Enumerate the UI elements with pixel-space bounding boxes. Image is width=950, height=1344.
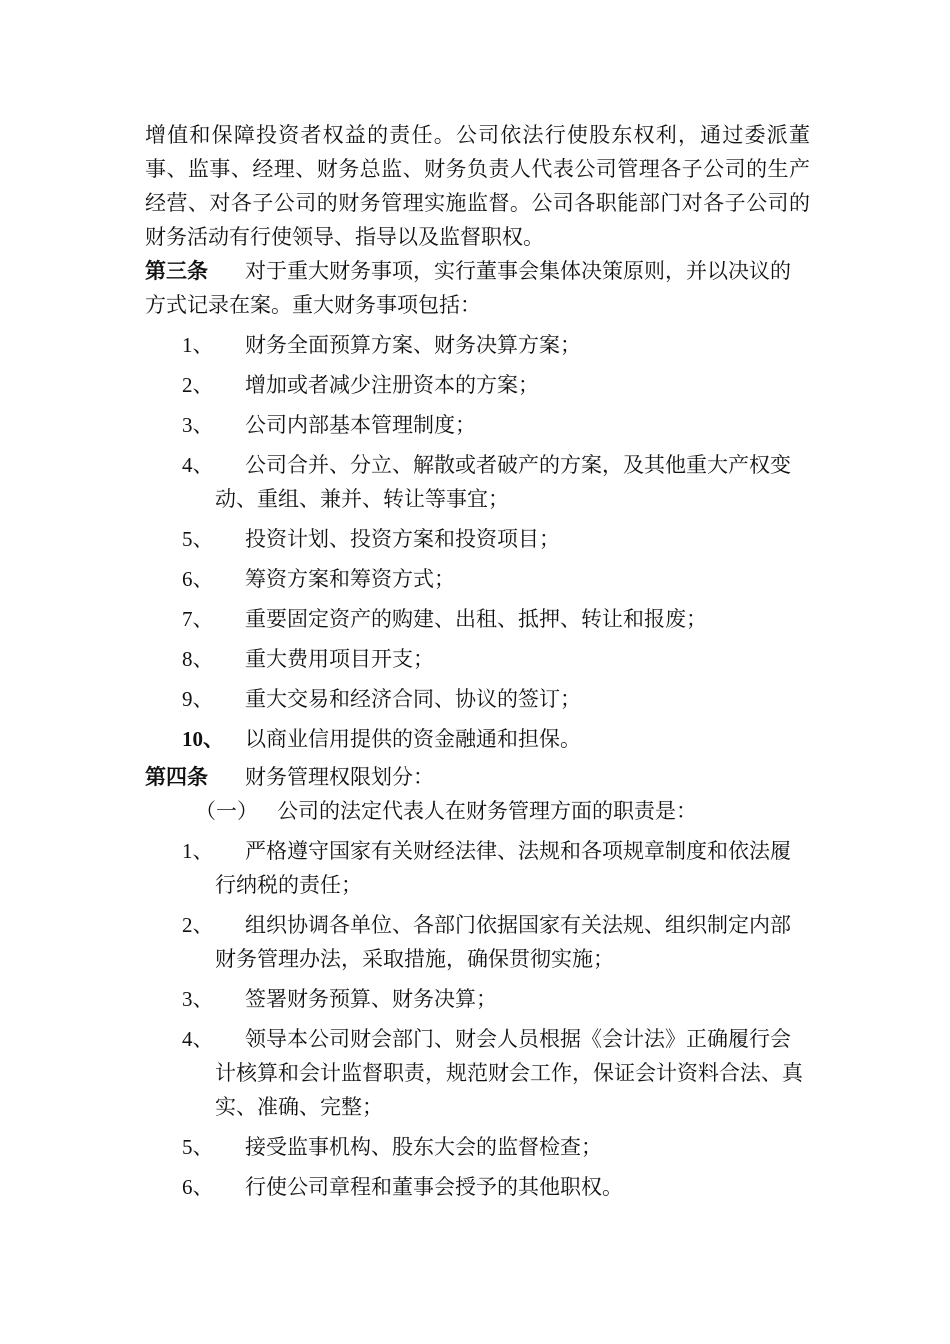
list-item-number: 2、	[182, 913, 214, 937]
list-item-text: 以商业信用提供的资金融通和担保。	[245, 727, 581, 751]
document-page	[145, 118, 810, 1204]
list-item	[145, 834, 810, 902]
list-item-number: 6、	[182, 567, 214, 591]
list-item-text: 投资计划、投资方案和投资项目；	[245, 527, 560, 551]
list-item	[145, 682, 810, 716]
intro-paragraph: 增值和保障投资者权益的责任。公司依法行使股东权利，通过委派董事、监事、经理、财务总监、财务负责人代表公司管理各子公司的生产经营、对各子公司的财务管理实施监督。公司各职能部门对各子公司的财务活动有行使领导、指导以及监督职权。	[145, 123, 810, 249]
article-4-paragraph	[145, 760, 810, 794]
subsection-text: 公司的法定代表人在财务管理方面的职责是：	[277, 799, 697, 823]
list-item	[145, 1022, 810, 1124]
article-3-heading: 第三条	[145, 259, 208, 283]
list-item-number: 6、	[182, 1175, 214, 1199]
article-3-paragraph	[145, 254, 810, 322]
list-item-text: 重大交易和经济合同、协议的签订；	[245, 687, 581, 711]
list-item	[145, 642, 810, 676]
list-item-text: 行使公司章程和董事会授予的其他职权。	[245, 1175, 623, 1199]
list-item-number: 5、	[182, 1135, 214, 1159]
list-item-number: 7、	[182, 607, 214, 631]
article-4-list	[145, 834, 810, 1204]
list-item-text: 组织协调各单位、各部门依据国家有关法规、组织制定内部财务管理办法，采取措施，确保贯彻实施；	[215, 913, 791, 971]
list-item-text: 重大费用项目开支；	[245, 647, 434, 671]
list-item-number: 3、	[182, 987, 214, 1011]
article-3-text: 对于重大财务事项，实行董事会集体决策原则，并以决议的方式记录在案。重大财务事项包括：	[145, 259, 791, 317]
article-4-text: 财务管理权限划分：	[245, 765, 434, 789]
list-item-text: 增加或者减少注册资本的方案；	[245, 373, 539, 397]
list-item-text: 严格遵守国家有关财经法律、法规和各项规章制度和依法履行纳税的责任；	[215, 839, 791, 897]
list-item	[145, 522, 810, 556]
list-item	[145, 328, 810, 362]
list-item	[145, 562, 810, 596]
list-item-text: 筹资方案和筹资方式；	[245, 567, 455, 591]
list-item	[145, 982, 810, 1016]
list-item	[145, 1170, 810, 1204]
list-item	[145, 408, 810, 442]
list-item-number: 8、	[182, 647, 214, 671]
list-item-text: 公司合并、分立、解散或者破产的方案，及其他重大产权变动、重组、兼并、转让等事宜；	[215, 453, 791, 511]
list-item-number: 4、	[182, 1027, 214, 1051]
list-item	[145, 1130, 810, 1164]
list-item-text: 财务全面预算方案、财务决算方案；	[245, 333, 581, 357]
subsection-label: （一）	[195, 799, 258, 823]
list-item-text: 签署财务预算、财务决算；	[245, 987, 497, 1011]
list-item-number: 2、	[182, 373, 214, 397]
list-item-number: 1、	[182, 333, 214, 357]
list-item-number: 10、	[182, 727, 224, 751]
article-3-list	[145, 328, 810, 756]
list-item-number: 1、	[182, 839, 214, 863]
list-item	[145, 368, 810, 402]
list-item-text: 接受监事机构、股东大会的监督检查；	[245, 1135, 602, 1159]
list-item	[145, 722, 810, 756]
list-item-number: 9、	[182, 687, 214, 711]
list-item	[145, 448, 810, 516]
list-item-number: 5、	[182, 527, 214, 551]
article-4-subsection	[145, 794, 810, 828]
article-4-heading: 第四条	[145, 765, 208, 789]
list-item-number: 3、	[182, 413, 214, 437]
list-item-text: 重要固定资产的购建、出租、抵押、转让和报废；	[245, 607, 707, 631]
list-item	[145, 602, 810, 636]
list-item-text: 公司内部基本管理制度；	[245, 413, 476, 437]
list-item	[145, 908, 810, 976]
list-item-number: 4、	[182, 453, 214, 477]
list-item-text: 领导本公司财会部门、财会人员根据《会计法》正确履行会计核算和会计监督职责，规范财会工作，保证会计资料合法、真实、准确、完整；	[215, 1027, 803, 1119]
